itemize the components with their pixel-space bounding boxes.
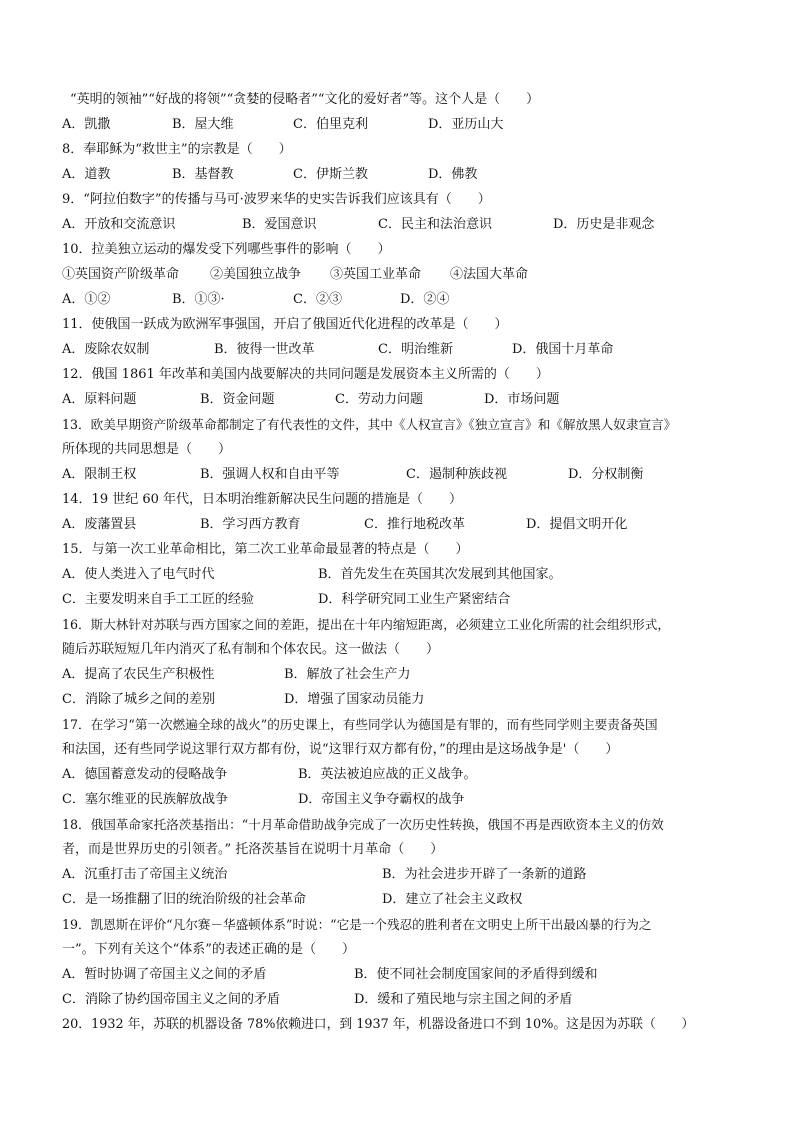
q17-stem-line1: 17．在学习“第一次燃遍全球的战火”的历史课上，有些同学认为德国是有罪的，而有些同学则主要责备英国 [62,717,658,732]
q11-stem: 11．使俄国一跃成为欧洲军事强国，开启了俄国近代化进程的改革是（ ） [62,317,508,332]
q9-option-a: A．开放和交流意识 [62,217,176,232]
q17-stem-line2: 和法国，还有些同学说这罪行双方都有份，说“这罪行双方都有份，”的理由是这场战争是'（ ） [62,742,619,757]
q9-option-b: B．爱国意识 [242,217,317,232]
q19-stem-line1: 19．凯恩斯在评价“凡尔赛－华盛顿体系”时说：“它是一个残忍的胜利者在文明史上所干出最凶暴的行为之 [62,917,652,932]
q9-option-d: D．历史是非观念 [553,217,655,232]
q16-stem-line2: 随后苏联短短几年内消灭了私有制和个体农民。这一做法（ ） [62,642,440,657]
q8-option-c: C．伊斯兰教 [293,167,368,182]
q13-option-d: D．分权制衡 [568,467,644,482]
q10-option-b: B．①③· [172,292,225,307]
q10-item-4: ④法国大革命 [450,267,529,282]
q8-option-b: B．基督教 [172,167,234,182]
q10-option-a: A．①② [62,292,111,307]
q16-stem-line1: 16．斯大林针对苏联与西方国家之间的差距，提出在十年内缩短距离，必须建立工业化所需的社会组织形式， [62,617,670,632]
q14-option-a: A．废藩置县 [62,517,137,532]
q12-option-d: D．市场问题 [484,392,560,407]
q10-stem: 10．拉美独立运动的爆发受下列哪些事件的影响（ ） [62,242,391,257]
q17-option-d: D．帝国主义争夺霸权的战争 [298,792,465,807]
q13-option-b: B．强调人权和自由平等 [200,467,340,482]
q17-option-b: B．英法被迫应战的正义战争。 [298,767,477,782]
q8-stem: 8．奉耶稣为“救世主”的宗教是（ ） [62,142,292,157]
q8-option-a: A．道教 [62,167,111,182]
q10-option-d: D．②④ [400,292,450,307]
q12-option-a: A．原料问题 [62,392,137,407]
q12-option-b: B．资金问题 [200,392,275,407]
q7-option-a: A．凯撒 [62,117,111,132]
q15-option-b: B．首先发生在英国其次发展到其他国家。 [318,567,562,582]
q18-option-a: A．沉重打击了帝国主义统治 [62,867,228,882]
q7-option-c: C．伯里克利 [293,117,368,132]
q19-stem-line2: 一”。下列有关这个“体系”的表述正确的是（ ） [62,942,355,957]
q7-stem: “英明的领袖”“好战的将领”“贪婪的侵略者”“文化的爱好者”等。这个人是（ ） [70,92,540,107]
q19-option-d: D．缓和了殖民地与宗主国之间的矛盾 [354,992,573,1007]
q14-option-d: D．提倡文明开化 [526,517,628,532]
q11-option-b: B．彼得一世改革 [214,342,315,357]
q16-option-b: B．解放了社会生产力 [284,667,411,682]
q19-option-b: B．使不同社会制度国家间的矛盾得到缓和 [354,967,598,982]
q14-option-b: B．学习西方教育 [200,517,301,532]
q15-option-d: D．科学研究同工业生产紧密结合 [318,592,511,607]
q20-stem: 20．1932 年，苏联的机器设备 78%依赖进口，到 1937 年，机器设备进口不到 10%。这是因为苏联（ ） [62,1017,695,1032]
q18-stem-line2: 者，而是世界历史的引领者。” 托洛茨基旨在说明十月革命（ ） [62,842,444,857]
q10-item-1: ①英国资产阶级革命 [62,267,180,282]
q11-option-c: C．明治维新 [378,342,453,357]
q16-option-d: D．增强了国家动员能力 [284,692,425,707]
q13-option-c: C．遏制种族歧视 [406,467,507,482]
q14-stem: 14．19 世纪 60 年代，日本明治维新解决民生问题的措施是（ ） [62,492,463,507]
q15-option-c: C．主要发明来自手工工匠的经验 [62,592,254,607]
q16-option-a: A．提高了农民生产积极性 [62,667,215,682]
q13-option-a: A．限制王权 [62,467,137,482]
q15-option-a: A．使人类进入了电气时代 [62,567,215,582]
q9-stem: 9．“阿拉伯数字”的传播与马可·波罗来华的史实告诉我们应该具有（ ） [62,192,491,207]
q11-option-d: D．俄国十月革命 [512,342,614,357]
q13-stem-line2: 所体现的共同思想是（ ） [62,442,232,457]
q7-option-d: D．亚历山大 [428,117,504,132]
q18-option-c: C．是一场推翻了旧的统治阶级的社会革命 [62,892,306,907]
q9-option-c: C．民主和法治意识 [378,217,492,232]
q12-option-c: C．劳动力问题 [335,392,423,407]
q10-item-2: ②美国独立战争 [210,267,302,282]
q18-stem-line1: 18．俄国革命家托洛茨基指出：“十月革命借助战争完成了一次历史性转换，俄国不再是西欧资本主义的仿效 [62,817,664,832]
q7-option-b: B．屋大维 [172,117,234,132]
q11-option-a: A．废除农奴制 [62,342,150,357]
q18-option-d: D．建立了社会主义政权 [382,892,523,907]
q16-option-c: C．消除了城乡之间的差别 [62,692,215,707]
q18-option-b: B．为社会进步开辟了一条新的道路 [382,867,587,882]
q14-option-c: C．推行地税改革 [364,517,465,532]
q15-stem: 15．与第一次工业革命相比，第二次工业革命最显著的特点是（ ） [62,542,469,557]
q10-option-c: C．②③ [293,292,342,307]
q19-option-c: C．消除了协约国帝国主义之间的矛盾 [62,992,280,1007]
q8-option-d: D．佛教 [428,167,478,182]
q19-option-a: A．暂时协调了帝国主义之间的矛盾 [62,967,267,982]
q17-option-a: A．德国蓄意发动的侵略战争 [62,767,228,782]
q12-stem: 12．俄国 1861 年改革和美国内战要解决的共同问题是发展资本主义所需的（ ） [62,367,549,382]
q17-option-c: C．塞尔维亚的民族解放战争 [62,792,228,807]
q13-stem-line1: 13．欧美早期资产阶级革命都制定了有代表性的文件，其中《人权宣言》《独立宣言》和《解放黑人奴隶宣言》 [62,417,677,432]
q10-item-3: ③英国工业革命 [330,267,422,282]
